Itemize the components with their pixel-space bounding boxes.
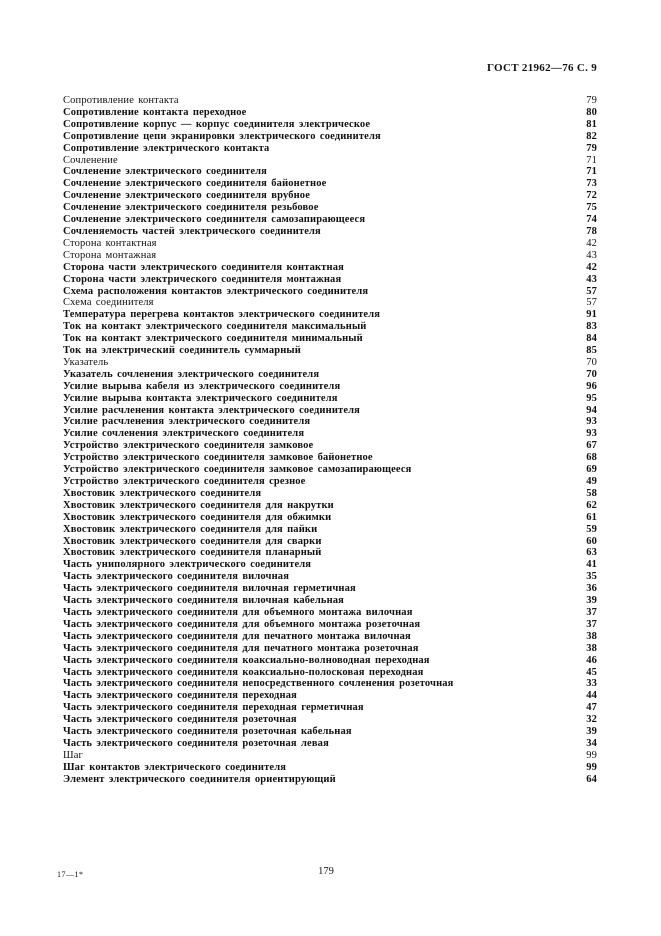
term-text: Хвостовик электрического соединителя для обжимки xyxy=(63,511,332,523)
page-number: 70 xyxy=(586,356,597,368)
index-entry-row xyxy=(63,452,597,464)
page-number: 42 xyxy=(586,261,597,273)
page-number: 99 xyxy=(586,761,597,773)
term-text: Часть электрического соединителя коаксиально-полосковая переходная xyxy=(63,666,424,678)
page-number: 96 xyxy=(586,380,597,392)
page-number: 99 xyxy=(586,749,597,761)
index-entry-row xyxy=(63,178,597,190)
page-number: 91 xyxy=(586,309,597,321)
index-entry-row xyxy=(63,297,597,309)
page-number: 43 xyxy=(586,249,597,261)
index-entry-row xyxy=(63,286,597,298)
term-text: Схема соединителя xyxy=(63,297,154,309)
index-entry-row xyxy=(63,440,597,452)
page-number: 43 xyxy=(586,273,597,285)
term-text: Устройство электрического соединителя замковое самозапирающееся xyxy=(63,464,412,476)
page-number: 39 xyxy=(586,726,597,738)
page-number: 62 xyxy=(586,499,597,511)
page-header xyxy=(63,62,597,74)
index-entry-row xyxy=(63,250,597,262)
index-entry-row xyxy=(63,321,597,333)
term-text: Часть электрического соединителя вилочная xyxy=(63,571,290,583)
page-number: 78 xyxy=(586,225,597,237)
page-number: 82 xyxy=(586,130,597,142)
page-number: 59 xyxy=(586,523,597,535)
term-text: Сторона контактная xyxy=(63,237,157,249)
term-text: Часть электрического соединителя для печатного монтажа розеточная xyxy=(63,642,419,654)
index-entry-row xyxy=(63,726,597,738)
page-number: 72 xyxy=(586,190,597,202)
term-text: Сочленение электрического соединителя резьбовое xyxy=(63,202,319,214)
index-entry-row xyxy=(63,488,597,500)
term-text: Часть электрического соединителя переходная герметичная xyxy=(63,702,364,714)
page-number: 80 xyxy=(586,106,597,118)
gost-standard-number: ГОСТ 21962—76 С. 9 xyxy=(486,62,597,74)
term-text: Усилие вырыва контакта электрического соединителя xyxy=(63,392,338,404)
page-number: 71 xyxy=(586,154,597,166)
index-entry-row xyxy=(63,667,597,679)
term-text: Часть электрического соединителя коаксиально-волноводная переходная xyxy=(63,654,430,666)
term-text: Шаг xyxy=(63,749,84,761)
page-number: 58 xyxy=(586,487,597,499)
index-entry-row xyxy=(63,166,597,178)
term-text: Схема расположения контактов электрического соединителя xyxy=(63,285,369,297)
page-number: 32 xyxy=(586,714,597,726)
term-text: Часть электрического соединителя для объемного монтажа розеточная xyxy=(63,618,421,630)
term-text: Хвостовик электрического соединителя для накрутки xyxy=(63,499,334,511)
term-text: Усилие сочленения электрического соединителя xyxy=(63,428,305,440)
index-entry-row xyxy=(63,714,597,726)
index-entry-row xyxy=(63,619,597,631)
index-entry-row xyxy=(63,143,597,155)
footer-page-number: 179 xyxy=(318,866,334,877)
index-entry-row xyxy=(63,583,597,595)
page-number: 81 xyxy=(586,118,597,130)
index-entry-row xyxy=(63,357,597,369)
index-entry-row xyxy=(63,702,597,714)
term-text: Сторона части электрического соединителя монтажная xyxy=(63,273,342,285)
term-text: Хвостовик электрического соединителя для сварки xyxy=(63,535,322,547)
page-number: 84 xyxy=(586,333,597,345)
index-entry-row xyxy=(63,655,597,667)
page-number: 37 xyxy=(586,606,597,618)
page-footer xyxy=(55,866,597,877)
term-text: Устройство электрического соединителя замковое xyxy=(63,440,314,452)
index-entry-row xyxy=(63,416,597,428)
page-number: 39 xyxy=(586,595,597,607)
term-text: Сочленение xyxy=(63,154,118,166)
index-entry-row xyxy=(63,524,597,536)
index-entry-row xyxy=(63,428,597,440)
term-text: Сопротивление контакта переходное xyxy=(63,106,247,118)
index-entry-row xyxy=(63,738,597,750)
index-entry-row xyxy=(63,214,597,226)
term-text: Хвостовик электрического соединителя планарный xyxy=(63,547,322,559)
index-entry-row xyxy=(63,381,597,393)
page-number: 75 xyxy=(586,202,597,214)
page-number: 68 xyxy=(586,452,597,464)
term-text: Сопротивление корпус — корпус соединителя электрическое xyxy=(63,118,371,130)
page-number: 83 xyxy=(586,321,597,333)
page-number: 67 xyxy=(586,440,597,452)
term-text: Усилие расчленения электрического соединителя xyxy=(63,416,311,428)
index-entry-row xyxy=(63,274,597,286)
index-entry-row xyxy=(63,238,597,250)
page-number: 35 xyxy=(586,571,597,583)
page-number: 60 xyxy=(586,535,597,547)
index-entry-row xyxy=(63,571,597,583)
index-entry-row xyxy=(63,333,597,345)
term-text: Часть электрического соединителя вилочная герметичная xyxy=(63,583,356,595)
index-entry-row xyxy=(63,536,597,548)
term-text: Часть электрического соединителя розеточная xyxy=(63,714,297,726)
index-entry-row xyxy=(63,547,597,559)
term-text: Хвостовик электрического соединителя xyxy=(63,487,262,499)
page-number: 42 xyxy=(586,237,597,249)
term-text: Устройство электрического соединителя срезное xyxy=(63,476,306,487)
index-entry-row xyxy=(63,119,597,131)
index-entry-row xyxy=(63,559,597,571)
index-entry-row xyxy=(63,464,597,476)
term-text: Сторона монтажная xyxy=(63,249,157,261)
page-number: 71 xyxy=(586,166,597,178)
term-text: Шаг контактов электрического соединителя xyxy=(63,761,287,773)
page-number: 57 xyxy=(586,285,597,297)
index-entry-row xyxy=(63,345,597,357)
term-text: Элемент электрического соединителя ориентирующий xyxy=(63,773,336,785)
term-text: Сочленение электрического соединителя байонетное xyxy=(63,178,327,190)
term-text: Сторона части электрического соединителя контактная xyxy=(63,261,344,273)
page-number: 93 xyxy=(586,428,597,440)
page-number: 38 xyxy=(586,642,597,654)
index-entry-row xyxy=(63,774,597,786)
page-number: 41 xyxy=(586,559,597,571)
term-text: Часть униполярного электрического соединителя xyxy=(63,559,312,571)
index-entry-row xyxy=(63,226,597,238)
term-text: Часть электрического соединителя вилочная кабельная xyxy=(63,595,344,607)
index-entry-row xyxy=(63,476,597,488)
index-entry-row xyxy=(63,190,597,202)
page-number: 45 xyxy=(586,666,597,678)
index-entry-row xyxy=(63,131,597,143)
index-list xyxy=(63,95,597,786)
page-number: 93 xyxy=(586,416,597,428)
term-text: Ток на контакт электрического соединителя максимальный xyxy=(63,321,367,333)
term-text: Часть электрического соединителя непосредственного сочленения розеточная xyxy=(63,678,454,690)
term-text: Сочленение электрического соединителя xyxy=(63,166,267,178)
term-text: Хвостовик электрического соединителя для пайки xyxy=(63,523,318,535)
page-number: 63 xyxy=(586,547,597,559)
term-text: Ток на контакт электрического соединителя минимальный xyxy=(63,333,363,345)
index-entry-row xyxy=(63,262,597,274)
term-text: Ток на электрический соединитель суммарный xyxy=(63,345,301,357)
index-entry-row xyxy=(63,202,597,214)
index-entry-row xyxy=(63,631,597,643)
page-number: 79 xyxy=(586,95,597,106)
term-text: Сопротивление контакта xyxy=(63,95,179,106)
index-entry-row xyxy=(63,750,597,762)
page-number: 73 xyxy=(586,178,597,190)
page-number: 95 xyxy=(586,392,597,404)
index-entry-row xyxy=(63,309,597,321)
page-number: 70 xyxy=(586,368,597,380)
page-number: 36 xyxy=(586,583,597,595)
page-number: 94 xyxy=(586,404,597,416)
page-number: 44 xyxy=(586,690,597,702)
term-text: Часть электрического соединителя розеточная левая xyxy=(63,737,329,749)
page-number: 85 xyxy=(586,345,597,357)
index-entry-row xyxy=(63,643,597,655)
page-number: 57 xyxy=(586,297,597,309)
term-text: Сочленяемость частей электрического соединителя xyxy=(63,225,321,237)
index-entry-row xyxy=(63,607,597,619)
index-entry-row xyxy=(63,95,597,107)
index-entry-row xyxy=(63,107,597,119)
page-number: 38 xyxy=(586,630,597,642)
page-number: 33 xyxy=(586,678,597,690)
page-number: 46 xyxy=(586,654,597,666)
term-text: Часть электрического соединителя для печатного монтажа вилочная xyxy=(63,630,411,642)
page-number: 69 xyxy=(586,464,597,476)
index-entry-row xyxy=(63,155,597,167)
page-number: 79 xyxy=(586,142,597,154)
index-entry-row xyxy=(63,393,597,405)
term-text: Сопротивление цепи экранировки электрического соединителя xyxy=(63,130,381,142)
term-text: Часть электрического соединителя розеточная кабельная xyxy=(63,726,352,738)
index-entry-row xyxy=(63,500,597,512)
term-text: Сочленение электрического соединителя самозапирающееся xyxy=(63,214,366,226)
page-number: 49 xyxy=(586,476,597,487)
index-entry-row xyxy=(63,405,597,417)
term-text: Часть электрического соединителя для объемного монтажа вилочная xyxy=(63,606,413,618)
term-text: Усилие вырыва кабеля из электрического соединителя xyxy=(63,380,341,392)
index-entry-row xyxy=(63,762,597,774)
page-number: 61 xyxy=(586,511,597,523)
index-entry-row xyxy=(63,595,597,607)
print-signature-mark: 17—1* xyxy=(57,870,84,879)
term-text: Сопротивление электрического контакта xyxy=(63,142,270,154)
term-text: Указатель xyxy=(63,356,109,368)
term-text: Часть электрического соединителя переходная xyxy=(63,690,297,702)
index-entry-row xyxy=(63,690,597,702)
term-text: Устройство электрического соединителя замковое байонетное xyxy=(63,452,373,464)
page-number: 64 xyxy=(586,773,597,785)
index-entry-row xyxy=(63,512,597,524)
page-number: 34 xyxy=(586,737,597,749)
page-number: 37 xyxy=(586,618,597,630)
term-text: Указатель сочленения электрического соединителя xyxy=(63,368,320,380)
term-text: Температура перегрева контактов электрического соединителя xyxy=(63,309,381,321)
term-text: Сочленение электрического соединителя врубное xyxy=(63,190,311,202)
term-text: Усилие расчленения контакта электрического соединителя xyxy=(63,404,361,416)
index-entry-row xyxy=(63,369,597,381)
page-number: 74 xyxy=(586,214,597,226)
page-number: 47 xyxy=(586,702,597,714)
index-entry-row xyxy=(63,678,597,690)
